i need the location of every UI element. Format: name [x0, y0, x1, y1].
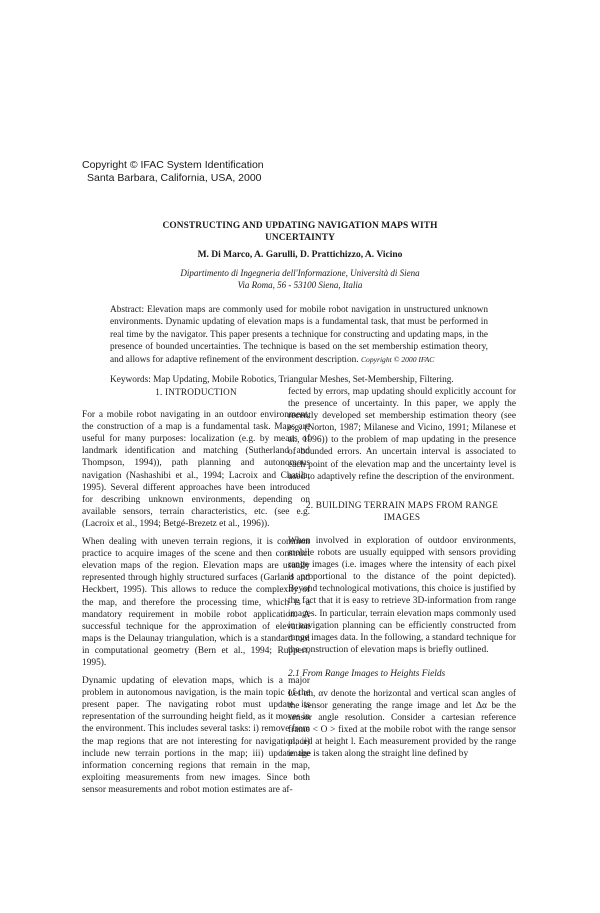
section-2-heading-line-2: IMAGES	[383, 511, 421, 522]
copyright-notice	[82, 159, 264, 185]
authors: M. Di Marco, A. Garulli, D. Prattichizzo, A. Vicino	[197, 250, 403, 260]
title-line-2: UNCERTAINTY	[265, 233, 335, 243]
affiliation-line-1: Dipartimento di Ingegneria dell'Informazione, Università di Siena	[180, 268, 420, 278]
abstract-copyright: Copyright © 2000 IFAC	[360, 354, 435, 364]
section-2-heading-line-1: 2. BUILDING TERRAIN MAPS FROM RANGE	[305, 499, 499, 510]
subsection-2-1-paragraph: Let αh, αv denote the horizontal and vertical scan angles of the sensor generating the range image and let Δα be the sensor angle resolution. Consider a cartesian reference frame < O > fixed at the mobile robot with the range sensor placed at height l. Each measurement provided by the range image is taken along the straight line defined by	[288, 688, 516, 760]
intro-paragraph-2: When dealing with uneven terrain regions, it is common practice to acquire images of the scene and then construct elevation maps of the region. Elevation maps are usually represented through highly structured surfaces (Garland and Heckbert, 1995). This allows to reduce the complexity of the map, and therefore the processing time, which is a mandatory requirement in mobile robot application. A successful technique for the approximation of elevation maps is the Delaunay triangulation, which is a standard tool in computational geometry (Bern et al., 1994; Ruppert, 1995).	[82, 537, 310, 668]
abstract-text: Abstract: Elevation maps are commonly used for mobile robot navigation in unstructured unknown environments. Dynamic updating of elevation maps is a fundamental task, that must be performed in real time by the navigator. This paper presents a technique for constructing and updating maps, in the presence of bounded uncertainties. The technique is based on the set membership estimation theory, and allows for adaptive refinement of the environment description.	[110, 305, 488, 365]
intro-paragraph-1: For a mobile robot navigating in an outdoor environment, the construction of a map is a fundamental task. Maps are useful for many purposes: localization (e.g. by means of landmark identification and matching (Sutherland and Thompson, 1994)), path planning and autonomous navigation (Nashashibi et al., 1994; Lacroix and Chatila, 1995). Several different approaches have been introduced for describing unknown environments, depending on available sensors, terrain characteristics, etc. (see e.g. (Lacroix et al., 1994; Betgé-Brezetz et al., 1996)).	[82, 410, 310, 529]
left-column	[82, 386, 310, 802]
intro-paragraph-4: fected by errors, map updating should explicitly account for the presence of uncertainty. In this paper, we apply the recently developed set membership estimation theory (see e.g. (Norton, 1987; Milanese and Vicino, 1991; Milanese et al., 1996)) to the problem of map updating in the presence of bounded errors. An uncertain interval is associated to each point of the elevation map and the uncertainty level is used to adaptively refine the description of the environment.	[288, 387, 516, 482]
title-line-1: CONSTRUCTING AND UPDATING NAVIGATION MAPS WITH	[162, 221, 438, 231]
copyright-line-2: Santa Barbara, California, USA, 2000	[87, 172, 262, 184]
section-2-paragraph-1: When involved in exploration of outdoor environments, mobile robots are usually equipped with sensors providing range images (i.e. images where the intensity of each pixel is proportional to the distance of the point depicted). Beyond technological motivations, this choice is justified by the fact that it is easy to retrieve 3D-information from range images. In particular, terrain elevation maps commonly used in navigation planning can be efficiently constructed from range images data. In the following, a standard technique for the construction of elevation maps is briefly outlined.	[288, 535, 516, 655]
keywords: Keywords: Map Updating, Mobile Robotics, Triangular Meshes, Set-Membership, Filtering.	[110, 375, 454, 385]
right-column	[288, 386, 516, 767]
abstract	[110, 304, 488, 366]
copyright-line-1: Copyright © IFAC System Identification	[82, 159, 264, 171]
section-2-heading	[288, 499, 516, 523]
section-1-heading: 1. INTRODUCTION	[155, 387, 237, 397]
affiliation-line-2: Via Roma, 56 - 53100 Siena, Italia	[237, 280, 363, 290]
subsection-2-1-heading: 2.1 From Range Images to Heights Fields	[288, 668, 446, 679]
affiliation	[100, 267, 500, 291]
intro-paragraph-3: Dynamic updating of elevation maps, which is a major problem in autonomous navigation, is the main topic of the present paper. The navigating robot must update its representation of the surrounding height field, as it moves in the environment. This includes several tasks: i) remove from the map regions that are not interesting for navigation; ii) include new terrain portions in the map; iii) update the information concerning regions that remain in the map, exploiting measurements from new images. Since both sensor measurements and robot motion estimates are af-	[82, 676, 310, 795]
paper-title	[100, 220, 500, 244]
